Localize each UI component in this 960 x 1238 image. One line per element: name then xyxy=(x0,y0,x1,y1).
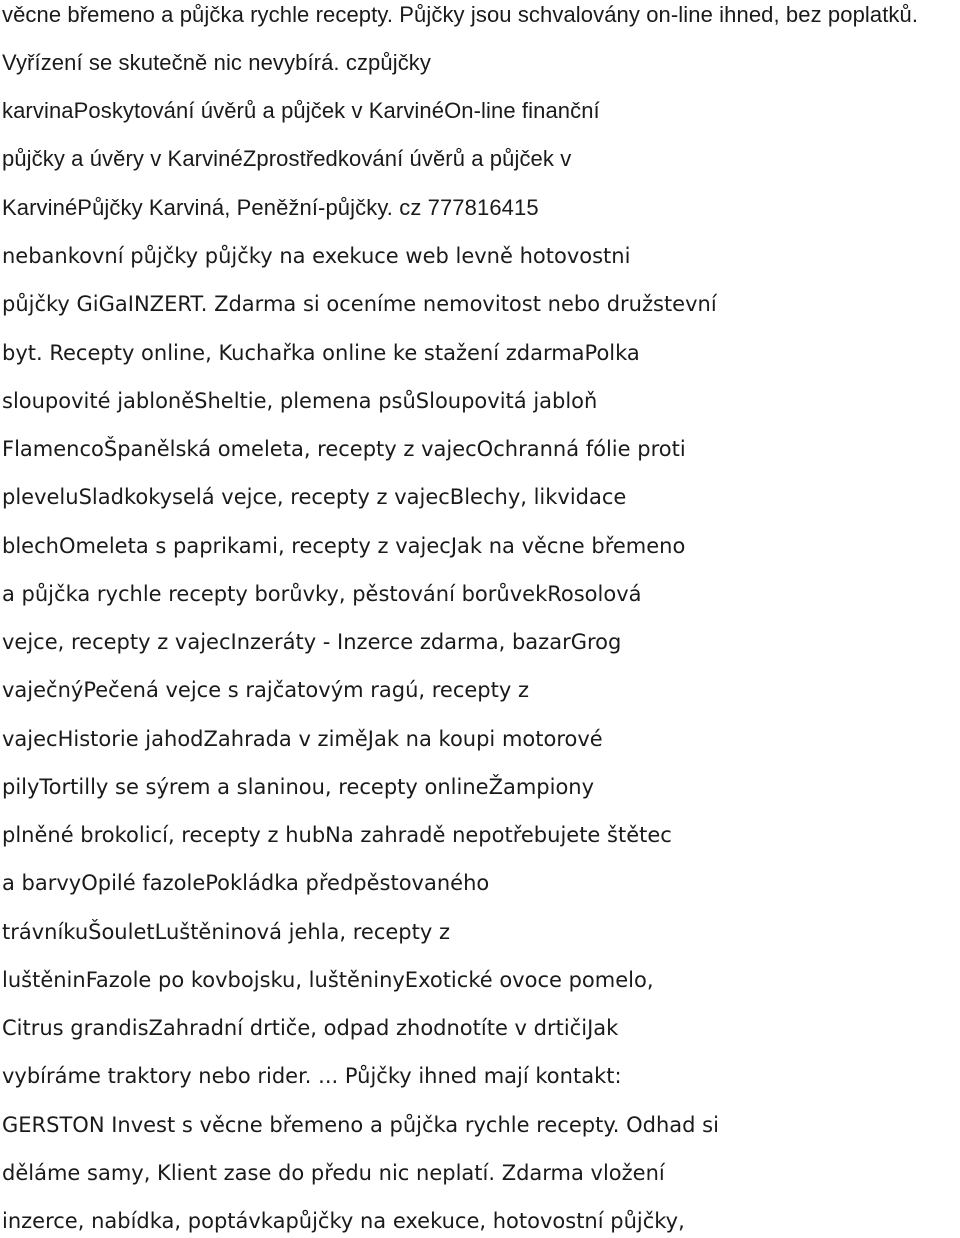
text-line: GERSTON Invest s věcne břemeno a půjčka rychle recepty. Odhad si xyxy=(2,1113,719,1137)
text-line: pilyTortilly se sýrem a slaninou, recepty onlineŽampiony xyxy=(2,775,595,799)
text-line: plněné brokolicí, recepty z hubNa zahradě nepotřebujete štětec xyxy=(2,823,672,847)
text-line: karvinaPoskytování úvěrů a půjček v KarvinéOn-line finanční xyxy=(2,98,600,123)
text-line: trávníkuŠouletLuštěninová jehla, recepty z xyxy=(2,920,450,944)
text-line: Citrus grandisZahradní drtiče, odpad zhodnotíte v drtičiJak xyxy=(2,1016,619,1040)
text-line: nebankovní půjčky půjčky na exekuce web levně hotovostni xyxy=(2,244,631,268)
text-line: a barvyOpilé fazolePokládka předpěstovaného xyxy=(2,871,490,895)
text-line: byt. Recepty online, Kuchařka online ke stažení zdarmaPolka xyxy=(2,341,640,365)
text-line: Vyřízení se skutečně nic nevybírá. czpůjčky xyxy=(2,50,432,75)
text-line: sloupovité jabloněSheltie, plemena psůSloupovitá jabloň xyxy=(2,389,598,413)
text-line: děláme samy, Klient zase do předu nic neplatí. Zdarma vložení xyxy=(2,1161,665,1185)
text-line: půjčky GiGaINZERT. Zdarma si oceníme nemovitost nebo družstevní xyxy=(2,292,717,316)
text-line: KarvinéPůjčky Karviná, Peněžní-půjčky. cz 777816415 xyxy=(2,195,539,220)
text-line: půjčky a úvěry v KarvinéZprostředkování úvěrů a půjček v xyxy=(2,146,572,171)
text-line: a půjčka rychle recepty borůvky, pěstování borůvekRosolová xyxy=(2,582,642,606)
text-line: inzerce, nabídka, poptávkapůjčky na exekuce, hotovostní půjčky, xyxy=(2,1209,685,1233)
text-line: pleveluSladkokyselá vejce, recepty z vajecBlechy, likvidace xyxy=(2,485,627,509)
text-line: vaječnýPečená vejce s rajčatovým ragú, recepty z xyxy=(2,678,529,702)
text-line: vybíráme traktory nebo rider. ... Půjčky ihned mají kontakt: xyxy=(2,1064,622,1088)
text-line: blechOmeleta s paprikami, recepty z vajecJak na věcne břemeno xyxy=(2,534,686,558)
text-line: FlamencoŠpanělská omeleta, recepty z vajecOchranná fólie proti xyxy=(2,437,686,461)
text-line: vejce, recepty z vajecInzeráty - Inzerce zdarma, bazarGrog xyxy=(2,630,622,654)
text-line: věcne břemeno a půjčka rychle recepty. Půjčky jsou schvalovány on-line ihned, bez poplatků. xyxy=(2,2,919,27)
text-line: luštěninFazole po kovbojsku, luštěninyExotické ovoce pomelo, xyxy=(2,968,654,992)
text-line: vajecHistorie jahodZahrada v ziměJak na koupi motorové xyxy=(2,727,603,751)
